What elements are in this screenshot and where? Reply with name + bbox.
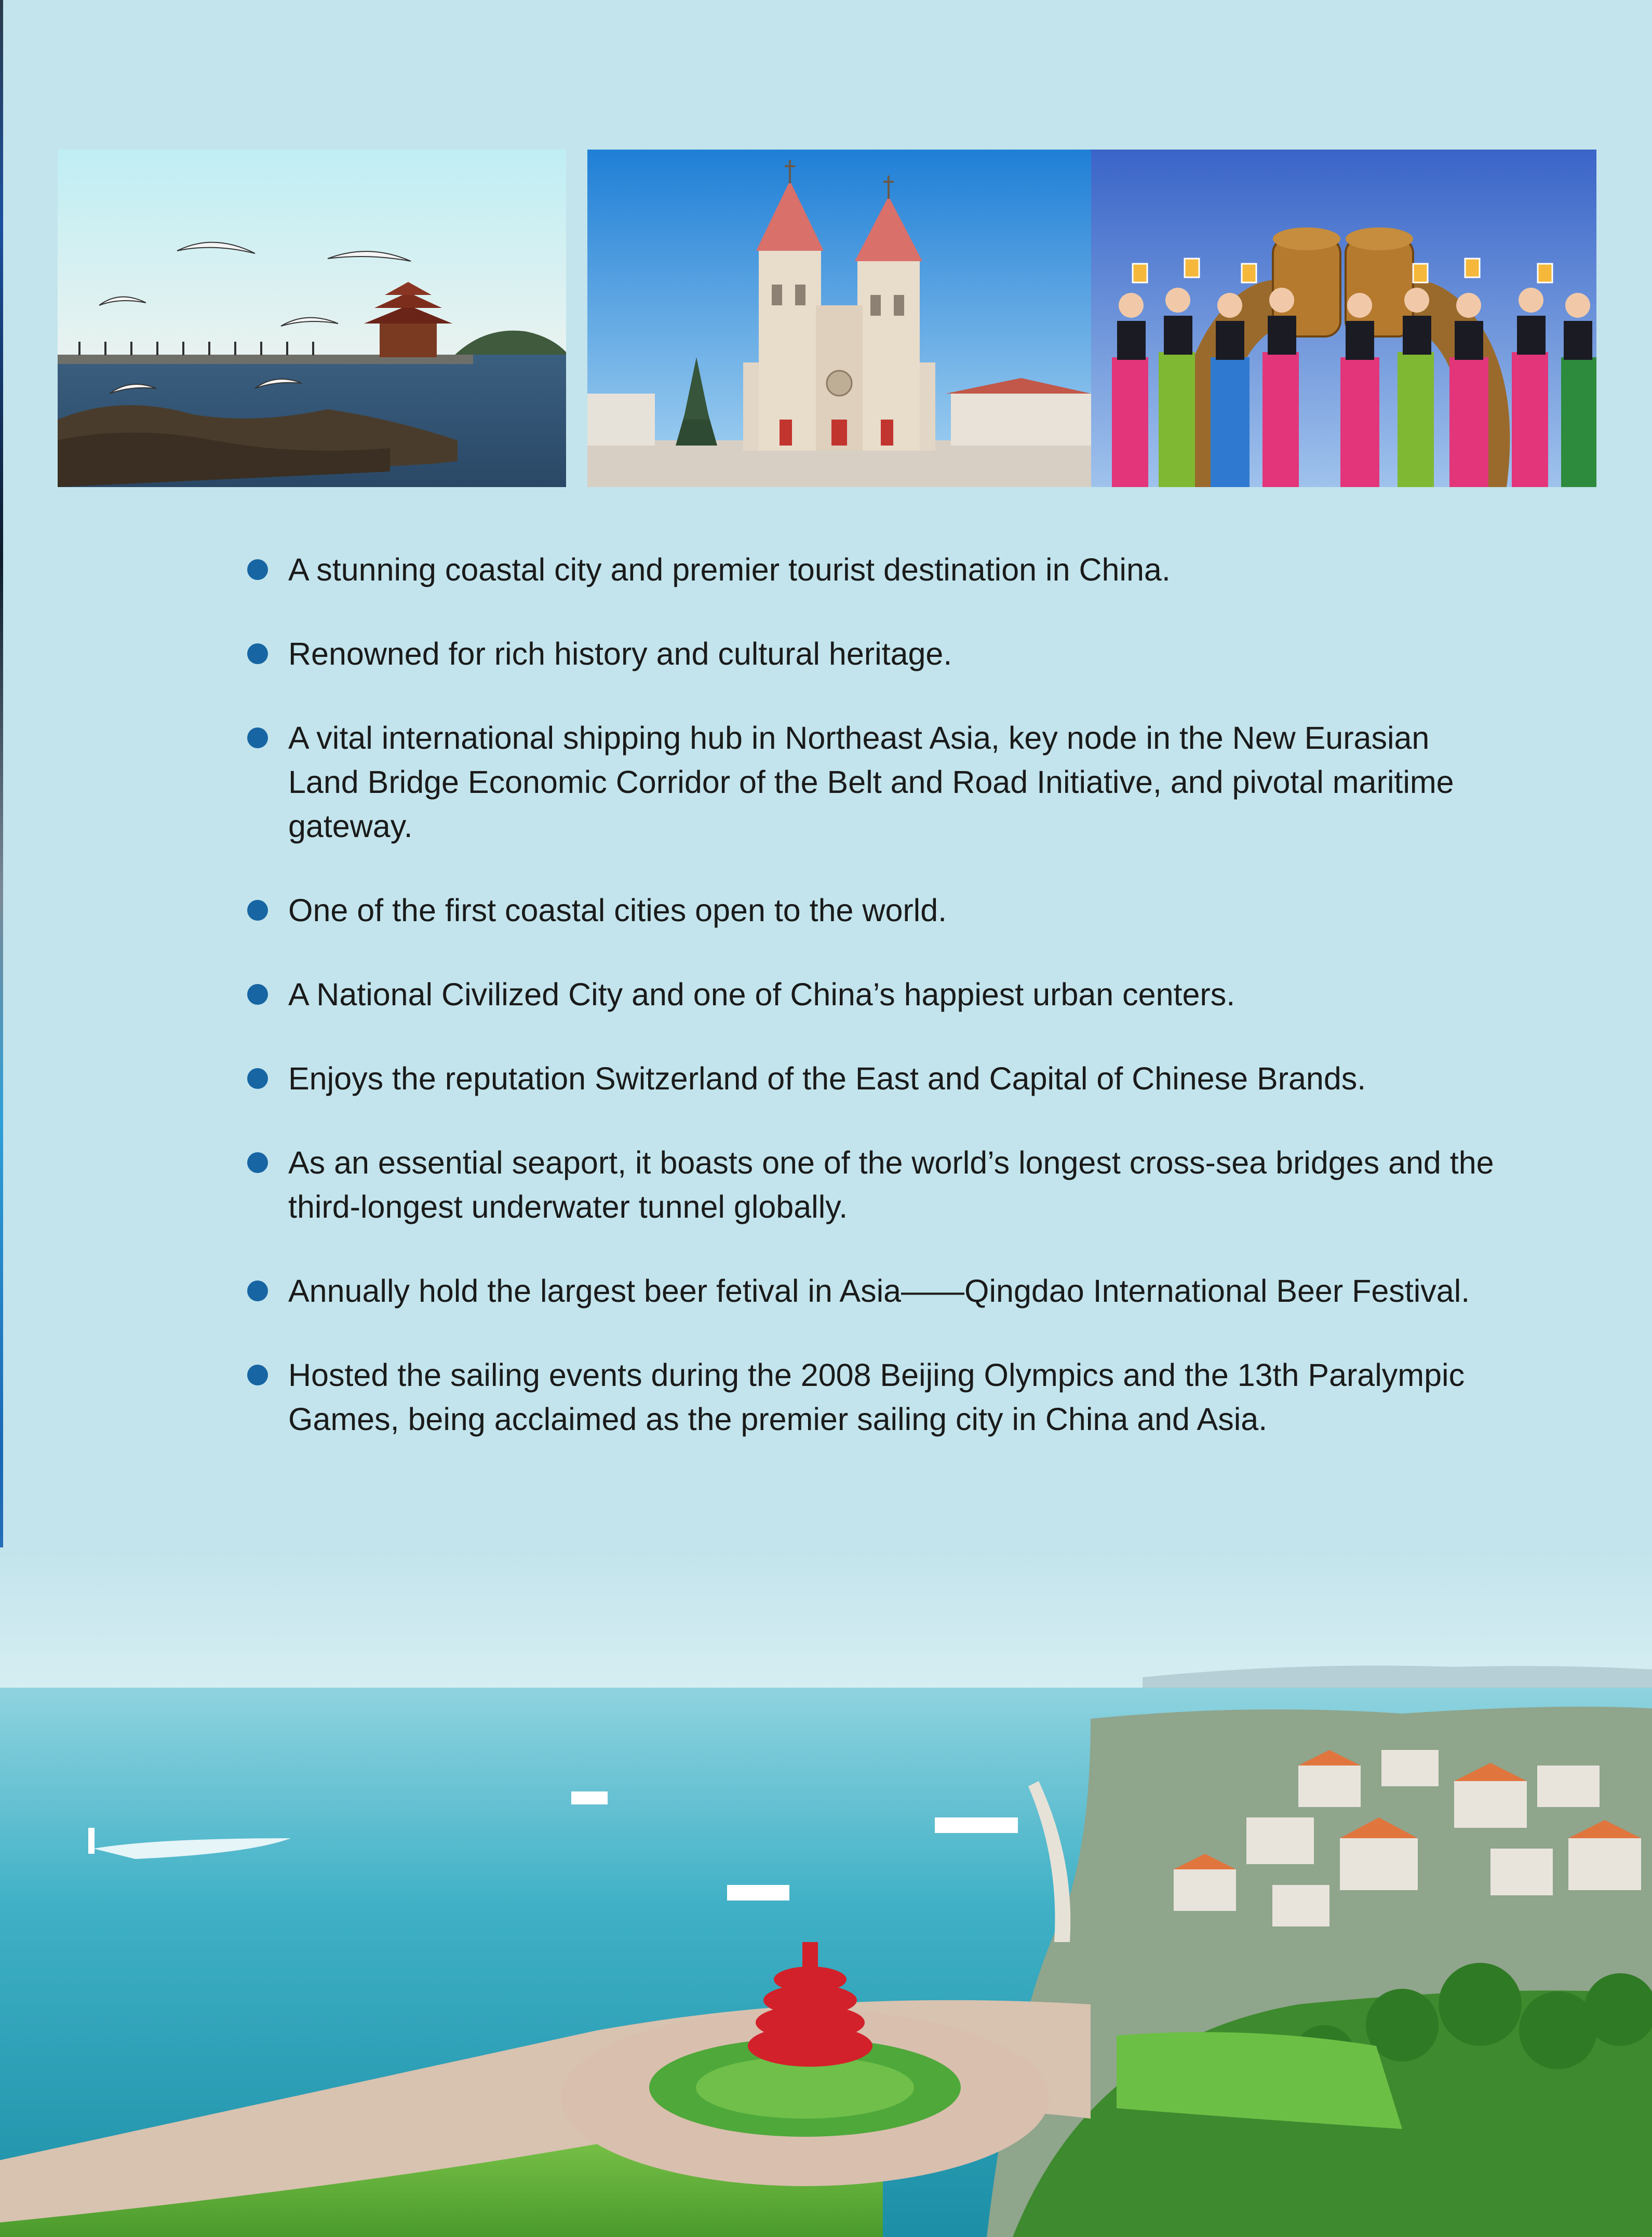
highlight-item [244,973,1501,1017]
cathedral-image [587,150,1091,487]
highlight-text: As an essential seaport, it boasts one of the world’s longest cross-sea bridges and the third-longest underwater tunnel globally. [288,1145,1494,1224]
bullet-dot-icon [247,643,268,664]
bullet-dot-icon [247,727,268,748]
highlight-item [244,1269,1501,1313]
bullet-dot-icon [247,1068,268,1089]
highlight-item [244,1353,1501,1441]
highlight-text: Annually hold the largest beer fetival in Asia——Qingdao International Beer Festival. [288,1273,1470,1309]
coastal-panorama [0,1547,1652,2237]
bullet-dot-icon [247,900,268,921]
highlight-item [244,1141,1501,1229]
beer-festival-image [1091,150,1596,487]
bullet-dot-icon [247,1281,268,1301]
photo-cathedral [587,150,1091,487]
bullet-dot-icon [247,559,268,580]
bullet-dot-icon [247,1365,268,1385]
highlight-text: One of the first coastal cities open to the world. [288,893,947,928]
highlight-item [244,716,1501,848]
highlight-item [244,888,1501,933]
highlight-text: Enjoys the reputation Switzerland of the East and Capital of Chinese Brands. [288,1061,1366,1096]
highlight-item [244,632,1501,676]
photo-beer-festival [1091,150,1596,487]
coastal-pier-image [58,150,566,487]
highlight-text: A stunning coastal city and premier tourist destination in China. [288,552,1171,587]
highlight-text: A National Civilized City and one of China’s happiest urban centers. [288,977,1235,1012]
coastal-panorama-image [0,1547,1652,2237]
highlight-text: Hosted the sailing events during the 2008 Beijing Olympics and the 13th Paralympic Games, being acclaimed as the premier sailing city in China and Asia. [288,1357,1465,1437]
highlight-text: A vital international shipping hub in Northeast Asia, key node in the New Eurasian Land Bridge Economic Corridor of the Belt and Road Initiative, and pivotal maritime gateway. [288,720,1454,844]
highlight-item [244,1057,1501,1101]
bullet-dot-icon [247,1152,268,1173]
highlights-list [244,548,1501,1481]
bullet-dot-icon [247,984,268,1005]
photo-coastal-pier [58,150,566,487]
highlight-item [244,548,1501,592]
highlight-text: Renowned for rich history and cultural heritage. [288,636,952,671]
